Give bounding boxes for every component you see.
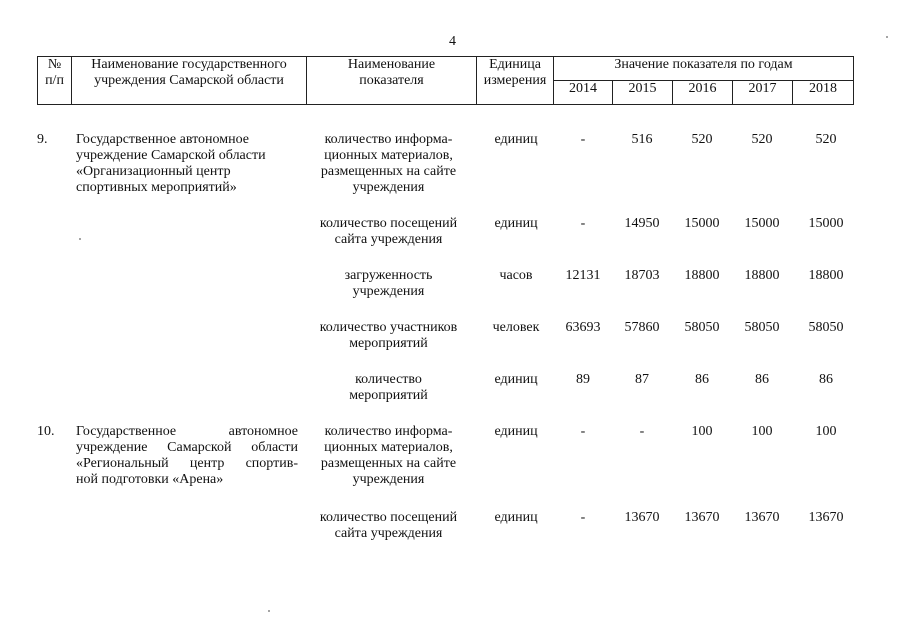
value-2018: 18800 <box>808 268 844 283</box>
scan-speck <box>268 610 270 612</box>
value-2016: 15000 <box>684 216 720 231</box>
indicator-name: загруженность учреждения <box>344 268 433 299</box>
indicator-name: количество мероприятий <box>349 372 428 403</box>
header-org: Наименование государственного учреждения Самарской области <box>72 57 307 105</box>
scan-speck <box>79 238 81 240</box>
unit: единиц <box>494 424 538 439</box>
unit: единиц <box>494 216 538 231</box>
header-year: 2015 <box>613 81 673 105</box>
value-2015: 14950 <box>624 216 660 231</box>
header-values-title: Значение показателя по годам <box>554 57 854 81</box>
value-2018: 58050 <box>808 320 844 335</box>
value-2017: 13670 <box>744 510 780 525</box>
value-2017: 100 <box>751 424 773 439</box>
header-year: 2014 <box>554 81 613 105</box>
value-2017: 520 <box>751 132 773 147</box>
unit: единиц <box>494 132 538 147</box>
unit: единиц <box>494 372 538 387</box>
value-2014: 89 <box>576 372 590 387</box>
value-2017: 15000 <box>744 216 780 231</box>
header-indicator: Наименование показателя <box>307 57 477 105</box>
scan-speck <box>886 36 888 38</box>
value-2016: 520 <box>691 132 713 147</box>
value-2018: 15000 <box>808 216 844 231</box>
indicator-name: количество посещений сайта учреждения <box>319 216 458 247</box>
value-2016: 13670 <box>684 510 720 525</box>
value-2018: 100 <box>815 424 837 439</box>
value-2015: 18703 <box>624 268 660 283</box>
value-2015: 87 <box>635 372 649 387</box>
value-2017: 86 <box>755 372 769 387</box>
institution-name: Государственное автономное учреждение Самарской области «Региональный центр спортив- ной подготовки «Арена» <box>76 424 298 487</box>
value-2015: 57860 <box>624 320 660 335</box>
unit: единиц <box>494 510 538 525</box>
header-unit: Единица измерения <box>477 57 554 105</box>
value-2016: 18800 <box>684 268 720 283</box>
value-2016: 100 <box>691 424 713 439</box>
header-year: 2017 <box>733 81 793 105</box>
value-2016: 86 <box>695 372 709 387</box>
value-2015: 13670 <box>624 510 660 525</box>
header-year: 2018 <box>793 81 854 105</box>
value-2014: - <box>580 216 586 231</box>
value-2014: - <box>580 510 586 525</box>
page-number: 4 <box>449 34 456 49</box>
unit: часов <box>499 268 533 283</box>
unit: человек <box>492 320 540 335</box>
value-2015: 516 <box>631 132 653 147</box>
header-year: 2016 <box>673 81 733 105</box>
indicator-name: количество информа- ционных материалов, размещенных на сайте учреждения <box>320 132 457 195</box>
value-2016: 58050 <box>684 320 720 335</box>
indicator-name: количество информа- ционных материалов, размещенных на сайте учреждения <box>320 424 457 487</box>
value-2018: 520 <box>815 132 837 147</box>
value-2014: 63693 <box>565 320 601 335</box>
indicator-name: количество участников мероприятий <box>319 320 458 351</box>
value-2014: - <box>580 424 586 439</box>
value-2018: 13670 <box>808 510 844 525</box>
institution-name: Государственное автономное учреждение Самарской области «Организационный центр спортивных мероприятий» <box>76 132 266 195</box>
table-header <box>37 56 854 105</box>
row-number: 9. <box>37 132 48 147</box>
value-2017: 18800 <box>744 268 780 283</box>
value-2014: - <box>580 132 586 147</box>
value-2017: 58050 <box>744 320 780 335</box>
value-2018: 86 <box>819 372 833 387</box>
value-2015: - <box>639 424 645 439</box>
value-2014: 12131 <box>565 268 601 283</box>
row-number: 10. <box>37 424 55 439</box>
header-num: № п/п <box>38 57 72 105</box>
indicator-name: количество посещений сайта учреждения <box>319 510 458 541</box>
